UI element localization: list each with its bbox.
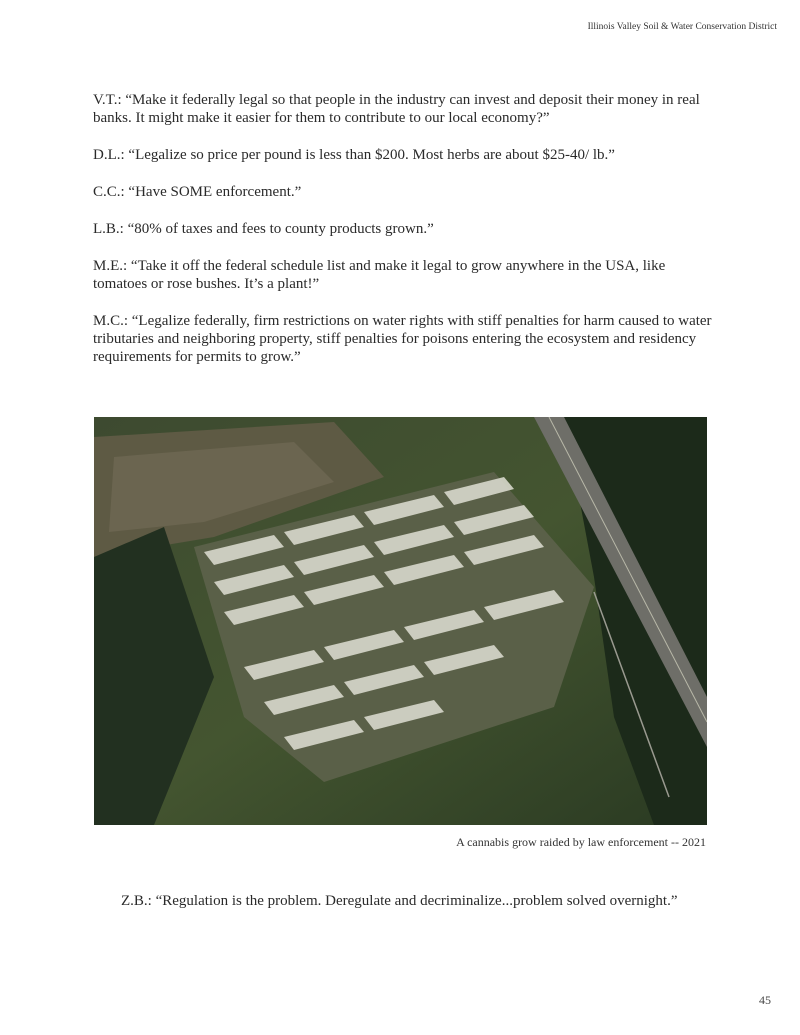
page-header: Illinois Valley Soil & Water Conservation District bbox=[587, 22, 777, 32]
photo-caption: A cannabis grow raided by law enforcement -- 2021 bbox=[456, 835, 706, 849]
aerial-photo-icon bbox=[94, 417, 707, 825]
quote-me: M.E.: “Take it off the federal schedule list and make it legal to grow anywhere in the USA, like tomatoes or rose bushes. It’s a plant!” bbox=[93, 258, 666, 292]
quote-dl: D.L.: “Legalize so price per pound is less than $200. Most herbs are about $25-40/ lb.” bbox=[93, 147, 615, 163]
page-number: 45 bbox=[759, 993, 771, 1007]
aerial-photo bbox=[94, 417, 707, 825]
quote-list bbox=[93, 91, 715, 385]
quote-mc: M.C.: “Legalize federally, firm restrictions on water rights with stiff penalties for harm caused to water tributaries and neighboring property, stiff penalties for poisons entering the ecosystem and residency requirements for permits to grow.” bbox=[93, 313, 712, 365]
quote-cc: C.C.: “Have SOME enforcement.” bbox=[93, 184, 302, 200]
quote-zb: Z.B.: “Regulation is the problem. Deregulate and decriminalize...problem solved overnight.” bbox=[121, 893, 678, 909]
quote-lb: L.B.: “80% of taxes and fees to county products grown.” bbox=[93, 221, 434, 237]
quote-vt: V.T.: “Make it federally legal so that people in the industry can invest and deposit their money in real banks. It might make it easier for them to contribute to our local economy?” bbox=[93, 92, 700, 126]
